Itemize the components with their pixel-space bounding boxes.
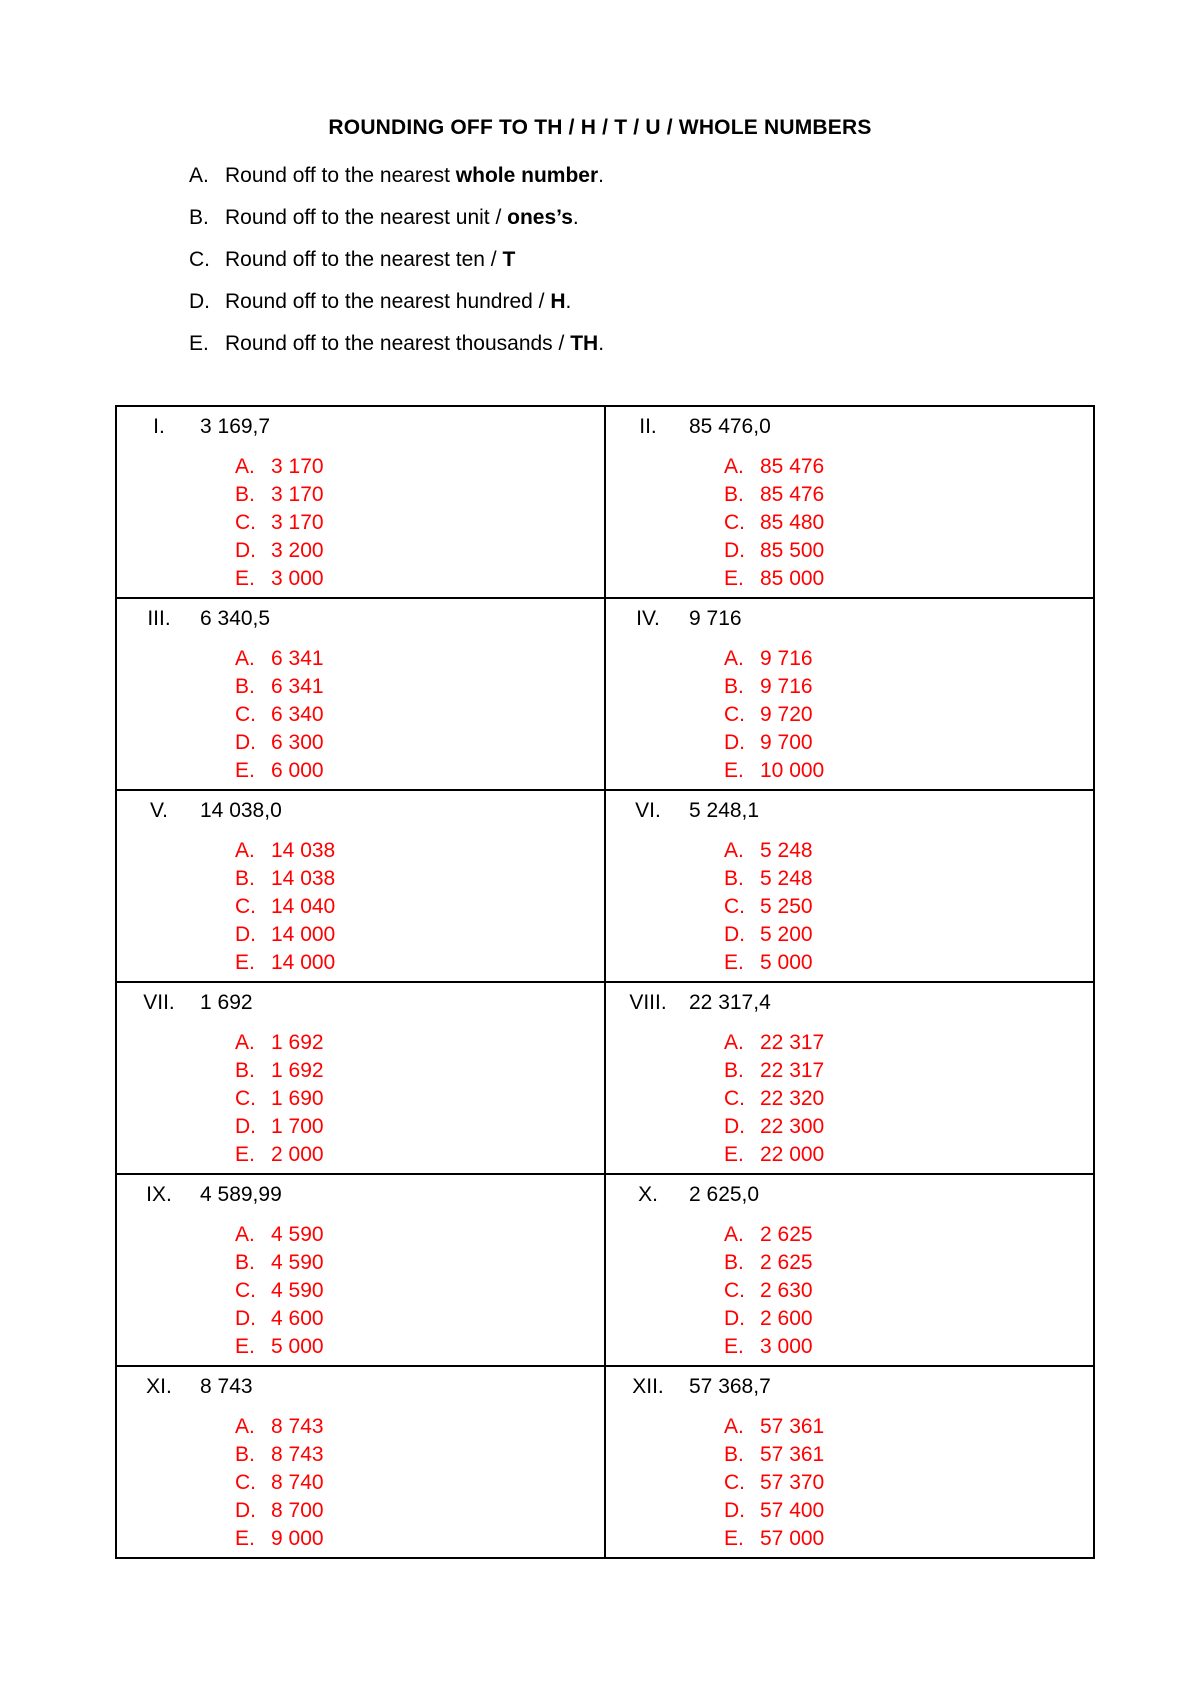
answer-letter: D. <box>724 1115 745 1138</box>
answer-value: 1 692 <box>271 1031 324 1054</box>
question-value: 8 743 <box>200 1375 253 1398</box>
instruction-text: Round off to the nearest ten / <box>225 248 503 271</box>
answer-value: 9 000 <box>271 1527 324 1550</box>
answer-item <box>724 1525 824 1553</box>
answer-item <box>724 453 824 481</box>
answer-letter: E. <box>235 1527 255 1550</box>
answer-item <box>724 701 824 729</box>
question-number: III. <box>147 607 171 630</box>
answer-letter: D. <box>235 923 256 946</box>
answer-item <box>724 921 813 949</box>
answer-letter: C. <box>724 895 745 918</box>
answer-letter: A. <box>724 647 744 670</box>
instruction-keyword: ones’s <box>507 206 573 229</box>
question-cell <box>116 406 605 598</box>
answer-value: 4 590 <box>271 1279 324 1302</box>
instruction-punct: . <box>598 332 605 355</box>
instruction-letter: E. <box>189 332 209 355</box>
answer-value: 85 000 <box>760 567 825 590</box>
instruction-keyword: TH <box>570 332 599 355</box>
answer-letter: B. <box>724 1059 744 1082</box>
answer-letter: A. <box>724 1031 744 1054</box>
answer-value: 14 040 <box>271 895 336 918</box>
answer-letter: C. <box>235 511 256 534</box>
answer-value: 2 625 <box>760 1251 813 1274</box>
answer-letter: B. <box>235 1251 255 1274</box>
answer-item <box>724 729 824 757</box>
answer-item <box>235 837 335 865</box>
answer-value: 57 400 <box>760 1499 825 1522</box>
question-number: X. <box>638 1183 658 1206</box>
grid-row <box>116 982 1094 1174</box>
answer-item <box>235 865 335 893</box>
answer-letter: A. <box>235 1415 255 1438</box>
question-number: XII. <box>632 1375 664 1398</box>
answer-list <box>235 453 324 593</box>
answer-value: 5 000 <box>760 951 813 974</box>
answer-letter: B. <box>724 867 744 890</box>
instruction-keyword: H <box>550 290 566 313</box>
answer-value: 3 170 <box>271 483 324 506</box>
answer-item <box>235 893 335 921</box>
question-value: 57 368,7 <box>689 1375 771 1398</box>
answer-item <box>724 509 824 537</box>
question-number: IV. <box>636 607 660 630</box>
answer-letter: A. <box>724 1415 744 1438</box>
question-cell <box>605 790 1094 982</box>
instruction-punct: . <box>565 290 572 313</box>
grid-row <box>116 1174 1094 1366</box>
question-cell <box>605 598 1094 790</box>
instruction-item <box>189 204 604 246</box>
instruction-text: Round off to the nearest thousands / <box>225 332 571 355</box>
question-number: IX. <box>146 1183 172 1206</box>
instruction-keyword: whole number <box>455 164 599 187</box>
answer-value: 6 341 <box>271 647 324 670</box>
answer-value: 4 590 <box>271 1223 324 1246</box>
answer-item <box>235 729 324 757</box>
answer-letter: D. <box>235 1307 256 1330</box>
answer-letter: E. <box>724 567 744 590</box>
answer-letter: D. <box>724 923 745 946</box>
answer-letter: C. <box>724 511 745 534</box>
answer-item <box>235 1113 324 1141</box>
question-number: XI. <box>146 1375 172 1398</box>
answer-item <box>235 1057 324 1085</box>
answer-letter: D. <box>724 539 745 562</box>
answer-item <box>235 1221 324 1249</box>
answer-letter: A. <box>235 455 255 478</box>
answer-value: 1 700 <box>271 1115 324 1138</box>
answer-value: 5 200 <box>760 923 813 946</box>
answer-letter: A. <box>235 1223 255 1246</box>
answer-item <box>724 1221 813 1249</box>
answer-value: 22 317 <box>760 1059 825 1082</box>
answer-item <box>724 949 813 977</box>
instruction-text: Round off to the nearest <box>225 164 456 187</box>
answer-letter: C. <box>724 1087 745 1110</box>
answer-letter: E. <box>235 567 255 590</box>
answer-letter: E. <box>724 759 744 782</box>
answer-letter: B. <box>235 1059 255 1082</box>
instruction-punct: . <box>572 206 579 229</box>
question-cell <box>116 982 605 1174</box>
answer-item <box>235 921 335 949</box>
answer-item <box>235 701 324 729</box>
answer-list <box>724 453 824 593</box>
instruction-punct: . <box>598 164 604 187</box>
answer-item <box>724 837 813 865</box>
question-number: VI. <box>635 799 661 822</box>
answer-letter: E. <box>235 951 255 974</box>
answer-letter: E. <box>235 1335 255 1358</box>
answer-letter: E. <box>724 1335 744 1358</box>
answer-letter: E. <box>724 951 744 974</box>
instruction-item <box>189 288 604 330</box>
answer-value: 3 170 <box>271 511 324 534</box>
answer-letter: B. <box>235 483 255 506</box>
answer-letter: D. <box>724 1307 745 1330</box>
question-value: 22 317,4 <box>689 991 771 1014</box>
answer-letter: E. <box>235 759 255 782</box>
instruction-keyword: T <box>502 248 516 271</box>
answer-value: 14 000 <box>271 923 336 946</box>
answer-item <box>724 565 824 593</box>
instruction-list <box>189 162 604 372</box>
answer-value: 57 361 <box>760 1415 825 1438</box>
answer-item <box>235 645 324 673</box>
answer-value: 2 630 <box>760 1279 813 1302</box>
question-number: VIII. <box>629 991 667 1014</box>
answer-item <box>724 893 813 921</box>
answer-item <box>235 1525 324 1553</box>
answer-letter: B. <box>235 1443 255 1466</box>
answer-value: 22 300 <box>760 1115 825 1138</box>
grid-row <box>116 1366 1094 1558</box>
answer-letter: E. <box>724 1143 744 1166</box>
answer-item <box>235 1085 324 1113</box>
answer-letter: B. <box>724 1251 744 1274</box>
answer-item <box>235 1141 324 1169</box>
answer-item <box>724 1277 813 1305</box>
answer-list <box>235 837 335 977</box>
answer-item <box>724 537 824 565</box>
answer-letter: B. <box>235 867 255 890</box>
question-value: 1 692 <box>200 991 253 1014</box>
answer-item <box>235 537 324 565</box>
answer-list <box>724 1413 824 1553</box>
answer-grid <box>115 405 1095 1559</box>
answer-item <box>235 509 324 537</box>
answer-letter: D. <box>235 731 256 754</box>
answer-letter: E. <box>724 1527 744 1550</box>
answer-item <box>235 565 324 593</box>
answer-value: 14 000 <box>271 951 336 974</box>
instruction-item <box>189 330 604 372</box>
question-number: II. <box>639 415 657 438</box>
answer-item <box>235 1497 324 1525</box>
question-cell <box>605 1174 1094 1366</box>
answer-value: 9 700 <box>760 731 813 754</box>
answer-value: 3 170 <box>271 455 324 478</box>
answer-item <box>235 1441 324 1469</box>
answer-item <box>724 1113 824 1141</box>
answer-letter: C. <box>235 895 256 918</box>
answer-item <box>724 645 824 673</box>
answer-item <box>724 757 824 785</box>
grid-row <box>116 598 1094 790</box>
answer-letter: C. <box>724 1471 745 1494</box>
answer-letter: A. <box>235 647 255 670</box>
question-value: 2 625,0 <box>689 1183 760 1206</box>
answer-value: 57 361 <box>760 1443 825 1466</box>
answer-value: 22 320 <box>760 1087 825 1110</box>
answer-letter: D. <box>235 539 256 562</box>
answer-item <box>235 453 324 481</box>
answer-item <box>724 673 824 701</box>
answer-item <box>724 865 813 893</box>
answer-value: 9 716 <box>760 675 813 698</box>
question-cell <box>605 406 1094 598</box>
answer-value: 85 476 <box>760 483 825 506</box>
answer-item <box>235 673 324 701</box>
answer-value: 85 476 <box>760 455 825 478</box>
page-title: ROUNDING OFF TO TH / H / T / U / WHOLE NUMBERS <box>328 116 872 139</box>
answer-value: 6 340 <box>271 703 324 726</box>
answer-value: 2 625 <box>760 1223 813 1246</box>
answer-list <box>235 1029 324 1169</box>
answer-value: 22 000 <box>760 1143 825 1166</box>
answer-value: 6 000 <box>271 759 324 782</box>
answer-value: 5 000 <box>271 1335 324 1358</box>
answer-value: 57 370 <box>760 1471 825 1494</box>
instruction-letter: B. <box>189 206 209 229</box>
answer-value: 8 740 <box>271 1471 324 1494</box>
question-value: 9 716 <box>689 607 742 630</box>
answer-letter: C. <box>235 1087 256 1110</box>
answer-letter: B. <box>235 675 255 698</box>
answer-value: 4 590 <box>271 1251 324 1274</box>
question-number: I. <box>153 415 165 438</box>
answer-item <box>235 1029 324 1057</box>
answer-item <box>724 1141 824 1169</box>
answer-item <box>724 1029 824 1057</box>
instruction-text: Round off to the nearest hundred / <box>225 290 551 313</box>
answer-letter: D. <box>235 1115 256 1138</box>
answer-letter: C. <box>724 1279 745 1302</box>
answer-letter: C. <box>235 703 256 726</box>
answer-letter: B. <box>724 1443 744 1466</box>
answer-item <box>724 1305 813 1333</box>
question-value: 3 169,7 <box>200 415 271 438</box>
question-cell <box>116 598 605 790</box>
answer-item <box>235 1305 324 1333</box>
answer-value: 2 600 <box>760 1307 813 1330</box>
answer-value: 9 720 <box>760 703 813 726</box>
answer-value: 85 480 <box>760 511 825 534</box>
answer-value: 6 341 <box>271 675 324 698</box>
answer-value: 5 248 <box>760 839 813 862</box>
instruction-letter: A. <box>189 164 209 187</box>
answer-value: 10 000 <box>760 759 825 782</box>
answer-value: 14 038 <box>271 839 336 862</box>
answer-value: 1 692 <box>271 1059 324 1082</box>
grid-row <box>116 406 1094 598</box>
question-value: 4 589,99 <box>200 1183 282 1206</box>
instruction-item <box>189 162 604 204</box>
answer-letter: C. <box>235 1279 256 1302</box>
answer-value: 6 300 <box>271 731 324 754</box>
question-value: 5 248,1 <box>689 799 760 822</box>
instruction-letter: D. <box>189 290 210 313</box>
answer-letter: D. <box>724 1499 745 1522</box>
answer-letter: A. <box>235 1031 255 1054</box>
question-cell <box>116 790 605 982</box>
answer-letter: C. <box>235 1471 256 1494</box>
answer-item <box>724 1249 813 1277</box>
answer-item <box>235 1469 324 1497</box>
answer-value: 9 716 <box>760 647 813 670</box>
answer-letter: D. <box>235 1499 256 1522</box>
answer-list <box>235 1413 324 1553</box>
answer-item <box>724 1469 824 1497</box>
answer-letter: E. <box>235 1143 255 1166</box>
answer-item <box>235 1413 324 1441</box>
answer-value: 1 690 <box>271 1087 324 1110</box>
answer-letter: A. <box>235 839 255 862</box>
question-cell <box>605 982 1094 1174</box>
answer-value: 57 000 <box>760 1527 825 1550</box>
answer-item <box>235 1249 324 1277</box>
answer-item <box>724 481 824 509</box>
question-number: V. <box>150 799 168 822</box>
answer-value: 14 038 <box>271 867 336 890</box>
answer-list <box>724 645 824 785</box>
answer-list <box>724 837 813 977</box>
question-number: VII. <box>143 991 175 1014</box>
question-value: 85 476,0 <box>689 415 771 438</box>
answer-item <box>724 1333 813 1361</box>
answer-value: 8 700 <box>271 1499 324 1522</box>
answer-item <box>235 1333 324 1361</box>
instruction-text: Round off to the nearest unit / <box>225 206 508 229</box>
answer-letter: A. <box>724 455 744 478</box>
answer-letter: C. <box>724 703 745 726</box>
answer-list <box>235 645 324 785</box>
instruction-letter: C. <box>189 248 210 271</box>
question-cell <box>116 1366 605 1558</box>
answer-letter: A. <box>724 1223 744 1246</box>
question-value: 14 038,0 <box>200 799 282 822</box>
answer-item <box>235 1277 324 1305</box>
answer-item <box>235 481 324 509</box>
answer-item <box>724 1413 824 1441</box>
answer-letter: A. <box>724 839 744 862</box>
answer-item <box>724 1057 824 1085</box>
answer-letter: D. <box>724 731 745 754</box>
answer-value: 4 600 <box>271 1307 324 1330</box>
answer-value: 8 743 <box>271 1443 324 1466</box>
answer-value: 5 248 <box>760 867 813 890</box>
answer-item <box>235 949 335 977</box>
answer-value: 3 000 <box>760 1335 813 1358</box>
answer-item <box>724 1497 824 1525</box>
answer-item <box>724 1441 824 1469</box>
answer-value: 22 317 <box>760 1031 825 1054</box>
question-cell <box>605 1366 1094 1558</box>
answer-letter: B. <box>724 675 744 698</box>
answer-letter: B. <box>724 483 744 506</box>
question-cell <box>116 1174 605 1366</box>
answer-list <box>724 1221 813 1361</box>
answer-value: 8 743 <box>271 1415 324 1438</box>
answer-item <box>235 757 324 785</box>
instruction-item <box>189 246 604 288</box>
answer-value: 5 250 <box>760 895 813 918</box>
question-value: 6 340,5 <box>200 607 271 630</box>
answer-value: 85 500 <box>760 539 825 562</box>
answer-value: 3 200 <box>271 539 324 562</box>
answer-value: 3 000 <box>271 567 324 590</box>
answer-list <box>235 1221 324 1361</box>
answer-value: 2 000 <box>271 1143 324 1166</box>
grid-row <box>116 790 1094 982</box>
answer-list <box>724 1029 824 1169</box>
answer-item <box>724 1085 824 1113</box>
